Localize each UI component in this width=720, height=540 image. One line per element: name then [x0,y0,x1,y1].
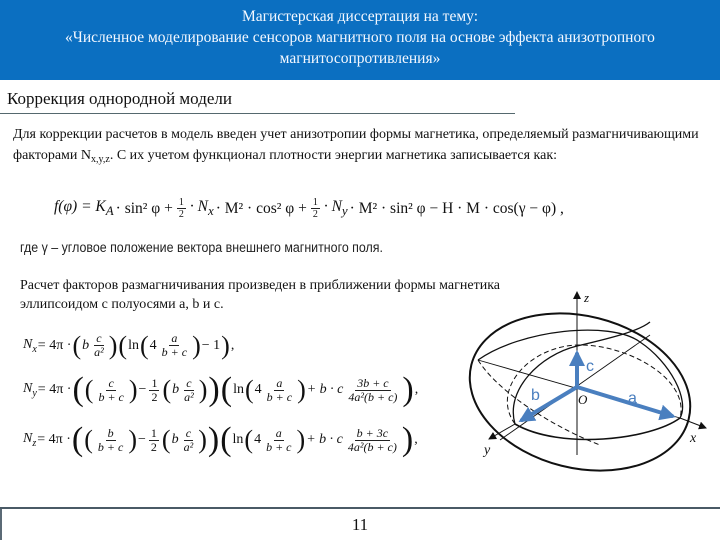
paren: ) [207,421,220,458]
intro-paragraph [13,125,703,170]
ny-end: , [414,382,419,397]
frac-den: 2 [178,209,184,220]
nx-b: b [82,337,90,353]
semi-axis-b-label: b [531,387,540,404]
formula-lhs: f(φ) = K [54,197,106,215]
ny-c-over-a2 [182,377,196,404]
paren: ( [244,375,254,404]
formula-term-3: · M² · cos² φ + [215,199,307,217]
paren: ) [128,375,138,404]
frac-den: 4a²(b + c) [347,439,397,454]
formula-term-4-sub: y [341,203,348,219]
paren: ( [220,421,232,458]
paren: ( [84,375,94,404]
frac-den: a² [94,345,104,359]
nz-a-over-bpc [264,427,293,454]
paren: ( [220,371,233,408]
paren: ) [297,375,306,404]
nz-eq: = 4π · [37,432,71,447]
nz-four: 4 [254,432,262,447]
formula-lhs-sub: A [105,203,114,219]
header-line-3: магнитосопротивления» [279,50,441,67]
intro-text-1: Для коррекции расчетов в модель введен учет анизотропии формы магнетика, определяемый размагничивающими факторами N [13,127,699,163]
gamma-note: где γ – угловое положение вектора внешнего магнитного поля. [20,240,383,255]
energy-formula [54,197,564,220]
paren: ( [161,425,171,454]
page-number: 11 [351,515,369,534]
slide-header [0,0,720,80]
nx-end: , [230,337,235,353]
frac-num: 1 [178,197,184,208]
formula-term-1: · sin² φ + [115,199,173,217]
frac-num: c [185,425,192,440]
frac-num: 1 [150,425,157,440]
formula-term-2-sub: x [207,203,214,219]
ny-eq: = 4π · [37,382,72,397]
frac-den: b + c [97,439,124,454]
frac-num: b + 3c [356,425,389,440]
paren: ( [71,421,84,458]
nx-four: 4 [149,337,157,353]
frac-den: 2 [151,389,158,404]
paren: ( [72,330,82,360]
paren: ) [296,425,306,454]
section-divider [0,113,515,114]
ny-minus: − [138,382,147,397]
paren: ) [208,371,220,408]
formula-nz [23,423,418,457]
intro-subscript: x,y,z [91,153,110,165]
frac-den: a² [184,389,194,404]
nx-c-over-a2 [92,332,106,359]
frac-den: 2 [312,209,318,220]
ny-sub: y [32,387,37,399]
paren: ) [402,371,414,408]
nz-sub: z [32,437,37,449]
nz-minus: − [138,432,146,447]
ny-f3 [346,377,399,404]
frac-den: 2 [150,439,157,454]
paren: ) [108,330,118,360]
axis-y-label: y [484,443,491,458]
formula-term-5: · M² · sin² φ − H · M · cos(γ − φ) , [349,199,564,217]
paren: ) [198,375,208,404]
nx-tail: − 1 [201,337,221,353]
ny-c-over-bpc [96,377,125,404]
paren: ( [72,371,84,408]
nz-label: N [23,431,33,447]
frac-num: b [107,425,114,440]
nx-eq: = 4π · [37,337,72,353]
frac-num: a [171,331,178,345]
paren: ( [118,330,128,360]
ny-ln: ln [233,382,244,397]
frac-num: c [96,331,102,345]
header-line-1: Магистерская диссертация на тему: [241,8,478,25]
frac-num: a [276,375,283,390]
nx-a-over-bpc [160,332,189,359]
nz-b-over-bpc [96,427,125,454]
ny-label: N [23,381,33,397]
paren: ) [401,421,414,458]
nz-end: , [414,432,418,447]
nx-label: N [23,336,33,352]
footer-divider [0,507,720,509]
frac-den: a² [183,439,194,454]
frac-num: 1 [312,197,318,208]
semi-axis-a-label: a [628,390,637,407]
origin-label: O [578,392,588,407]
half-fraction [177,197,186,220]
axis-x-label: x [690,431,697,446]
formula-term-4: · N [323,197,342,215]
nx-ln: ln [128,337,139,353]
nz-c-over-a2 [182,427,196,454]
semi-axis-c-label: c [586,358,594,375]
frac-num: a [275,425,282,440]
paren: ( [244,425,254,454]
nz-plus-bc: + b · c [306,432,343,447]
nx-sub: x [32,343,37,355]
paren: ( [84,425,93,454]
paren: ) [128,425,137,454]
paren: ( [162,375,172,404]
paren: ) [198,425,207,454]
ellipse-paragraph: Расчет факторов размагничивания произведен в приближении формы магнетика эллипсоидом с полуосями a, b и c. [20,278,500,312]
nz-b: b [171,432,179,447]
formula-term-2: · N [189,197,208,215]
frac-num: c [186,375,192,390]
nz-half [149,427,159,454]
frac-den: 4a²(b + c) [348,389,398,404]
ellipsoid-diagram [460,285,720,485]
section-title: Коррекция однородной модели [7,89,232,108]
nz-ln: ln [232,432,244,447]
frac-den: b + c [98,389,124,404]
ny-half [149,377,159,404]
axis-z-label: z [584,290,590,305]
half-fraction [311,197,320,220]
paren: ) [221,330,230,360]
ny-four: 4 [254,382,262,397]
nz-f3 [346,427,399,454]
ny-plus-bc: + b · c [306,382,344,397]
frac-num: c [108,375,114,390]
ny-a-over-bpc [265,377,294,404]
intro-text-2: . С их учетом функционал плотности энергии магнетика записывается как: [109,147,558,163]
frac-num: 1 [151,375,158,390]
frac-den: b + c [266,439,292,454]
ny-b: b [172,382,180,397]
footer-left-border [0,509,2,540]
frac-num: 3b + c [357,375,389,390]
frac-den: b + c [161,345,188,359]
paren: ( [139,330,149,360]
formula-nx [23,332,234,359]
frac-den: b + c [266,389,293,404]
formula-ny [23,373,418,407]
paren: ) [192,330,201,360]
header-line-2: «Численное моделирование сенсоров магнитного поля на основе эффекта анизотропного [65,29,655,46]
